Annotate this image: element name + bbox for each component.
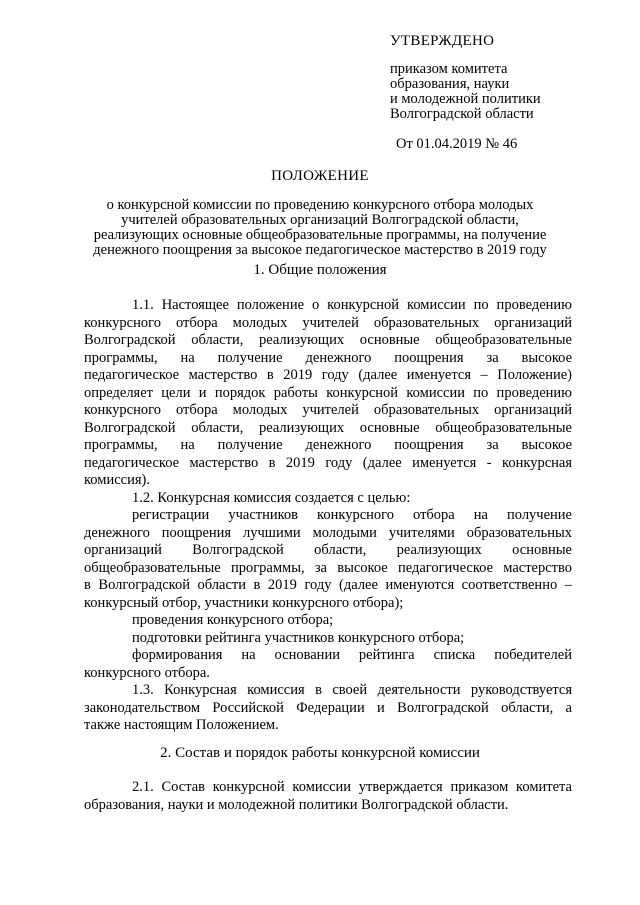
paragraph-line: 1.1. Настоящее положение о конкурсной комиссии по проведению (132, 297, 572, 313)
approval-order-number: От 01.04.2019 № 46 (396, 136, 518, 152)
paragraph-line: также настоящим Положением. (84, 717, 279, 733)
paragraph-line: комиссия). (84, 472, 150, 488)
paragraph-line: конкурсный отбор, участники конкурсного отбора); (84, 594, 404, 611)
approval-line: приказом комитета (390, 61, 508, 77)
paragraph-line: конкурсного отбора молодых учителей образовательных организаций (84, 314, 572, 331)
paragraph-line: подготовки рейтинга участников конкурсного отбора; (132, 629, 465, 646)
section-1-heading: 1. Общие положения (253, 262, 387, 278)
paragraph-line: законодательством Российской Федерации и Волгоградской области, а (84, 699, 572, 716)
section-1-body (84, 297, 572, 735)
subtitle-line: о конкурсной комиссии по проведению конкурсного отбора молодых (106, 197, 534, 213)
approval-authority (390, 62, 620, 122)
section-2-body (84, 779, 572, 814)
paragraph-line: педагогическое мастерство в 2019 году (далее именуется – Положение) (84, 367, 572, 383)
subtitle-line: реализующих основные общеобразовательные программы, на получение (93, 227, 547, 243)
paragraph-line: 1.3. Конкурсная комиссия в своей деятельности руководствуется (132, 682, 572, 698)
paragraph-line: формирования на основании рейтинга списка победителей (132, 647, 572, 663)
paragraph-line: в Волгоградской области в 2019 году (далее именуются соответственно – (84, 577, 572, 593)
approval-title: УТВЕРЖДЕНО (390, 33, 495, 49)
subtitle-line: учителей образовательных организаций Волгоградской области, (121, 212, 519, 228)
paragraph-line: конкурсного отбора молодых учителей образовательных организаций (84, 402, 572, 418)
paragraph-line: проведения конкурсного отбора; (132, 612, 334, 628)
paragraph-line: Волгоградской области, реализующих основные общеобразовательные (84, 419, 572, 436)
paragraph-line: организаций Волгоградской области, реализующих основные (84, 542, 572, 558)
paragraph-line: Волгоградской области, реализующих основные общеобразовательные (84, 332, 572, 348)
paragraph-line: педагогическое мастерство в 2019 году (далее именуется - конкурсная (84, 454, 572, 471)
paragraph-line: общеобразовательные программы, за высокое педагогическое мастерство (84, 559, 572, 576)
approval-line: Волгоградской области (390, 106, 534, 122)
approval-block (390, 34, 620, 152)
paragraph-line: программы, на получение денежного поощрения за высокое (84, 437, 572, 453)
paragraph-line: образования, науки и молодежной политики Волгоградской области. (84, 796, 509, 813)
paragraph-line: определяет цели и порядок работы конкурсной комиссии по проведению (84, 384, 572, 401)
paragraph-line: 1.2. Конкурсная комиссия создается с целью: (132, 489, 411, 506)
approval-line: и молодежной политики (390, 91, 541, 107)
document-title: ПОЛОЖЕНИЕ (271, 168, 369, 184)
paragraph-line: конкурсного отбора. (84, 664, 210, 681)
subtitle-line: денежного поощрения за высокое педагогическое мастерство в 2019 году (93, 242, 547, 258)
paragraph-line: регистрации участников конкурсного отбора на получение (132, 507, 572, 523)
section-2-heading: 2. Состав и порядок работы конкурсной комиссии (160, 745, 480, 761)
paragraph-line: 2.1. Состав конкурсной комиссии утверждается приказом комитета (132, 779, 572, 795)
paragraph-line: денежного поощрения лучшими молодыми учителями образовательных (84, 524, 572, 541)
document-subtitle (60, 198, 580, 258)
paragraph-line: программы, на получение денежного поощрения за высокое (84, 349, 572, 366)
approval-line: образования, науки (390, 76, 510, 92)
